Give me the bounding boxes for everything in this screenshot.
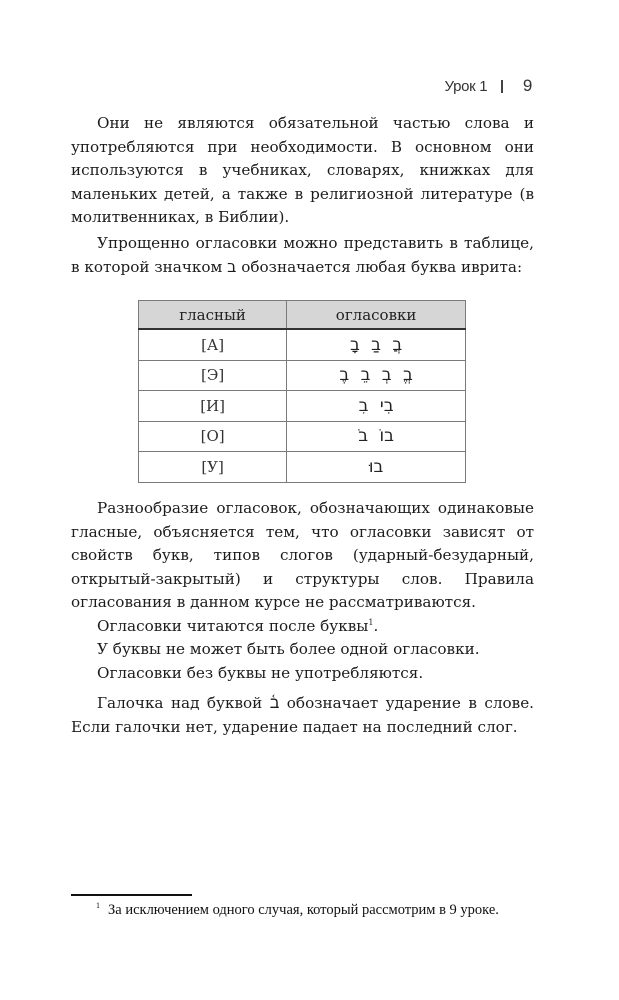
paragraph-variety: Разнообразие огласовок, обозначающих одинаковые гласные, объясняется тем, что огласовки зависят от свойств букв, типов слогов (ударный-безударный, открытый-закрытый) и структуры слов. Правила огласования в данном курсе не рассматриваются.: [71, 499, 534, 611]
table-row: [139, 452, 466, 483]
vowel-cell: [И]: [139, 391, 287, 422]
body-text-top: [71, 112, 534, 280]
column-header-marks: огласовки: [287, 301, 466, 330]
header-separator: [501, 80, 503, 93]
niqqud-cell: בֲ בַ בָ: [287, 329, 466, 360]
hebrew-stress-letter: ב֫: [269, 693, 280, 712]
paragraph-stress-mark: Галочка над буквой ב֫ обозначает ударение в слове. Если галочки нет, ударение падает на последний слог.: [71, 693, 535, 736]
footnote: [96, 902, 499, 919]
paragraph-reading-order: Огласовки читаются после буквы$^1$.: [97, 616, 379, 635]
lesson-title: Урок 1: [444, 77, 488, 95]
vowel-cell: [О]: [139, 421, 287, 452]
table-row: [139, 421, 466, 452]
footnote-reference[interactable]: 1: [368, 617, 374, 627]
vowel-cell: [Э]: [139, 360, 287, 391]
niqqud-cell: בִי בִ: [287, 391, 466, 422]
body-text-bottom: [71, 497, 534, 739]
vowel-table: [138, 300, 466, 483]
footnote-text: За исключением одного случая, который рассмотрим в 9 уроке.: [108, 902, 499, 918]
hebrew-placeholder-letter: ב: [227, 257, 237, 276]
column-header-vowel: гласный: [139, 301, 287, 330]
footnote-number: 1: [96, 901, 100, 911]
niqqud-cell: בֱ בְ בֵ בֶ: [287, 360, 466, 391]
vowel-cell: [У]: [139, 452, 287, 483]
running-header: [445, 76, 532, 96]
niqqud-cell: בוֹ בֹ: [287, 421, 466, 452]
table-header-row: [139, 301, 466, 330]
paragraph-usage: Они не являются обязательной частью слова и употребляются при необходимости. В основном они используются в учебниках, словарях, книжках для маленьких детей, а также в религиозной литературе (в молитвенниках, в Библии).: [71, 114, 534, 226]
paragraph-one-mark: У буквы не может быть более одной огласовки.: [97, 640, 480, 658]
footnote-divider: [71, 894, 192, 896]
table-row: [139, 329, 466, 360]
niqqud-cell: בוּ: [287, 452, 466, 483]
table-row: [139, 360, 466, 391]
table-row: [139, 391, 466, 422]
page-number: 9: [522, 76, 532, 95]
vowel-cell: [А]: [139, 329, 287, 360]
paragraph-no-standalone: Огласовки без буквы не употребляются.: [97, 663, 424, 682]
paragraph-table-intro: Упрощенно огласовки можно представить в таблице, в которой значком ב обозначается любая буква иврита:: [71, 233, 534, 276]
